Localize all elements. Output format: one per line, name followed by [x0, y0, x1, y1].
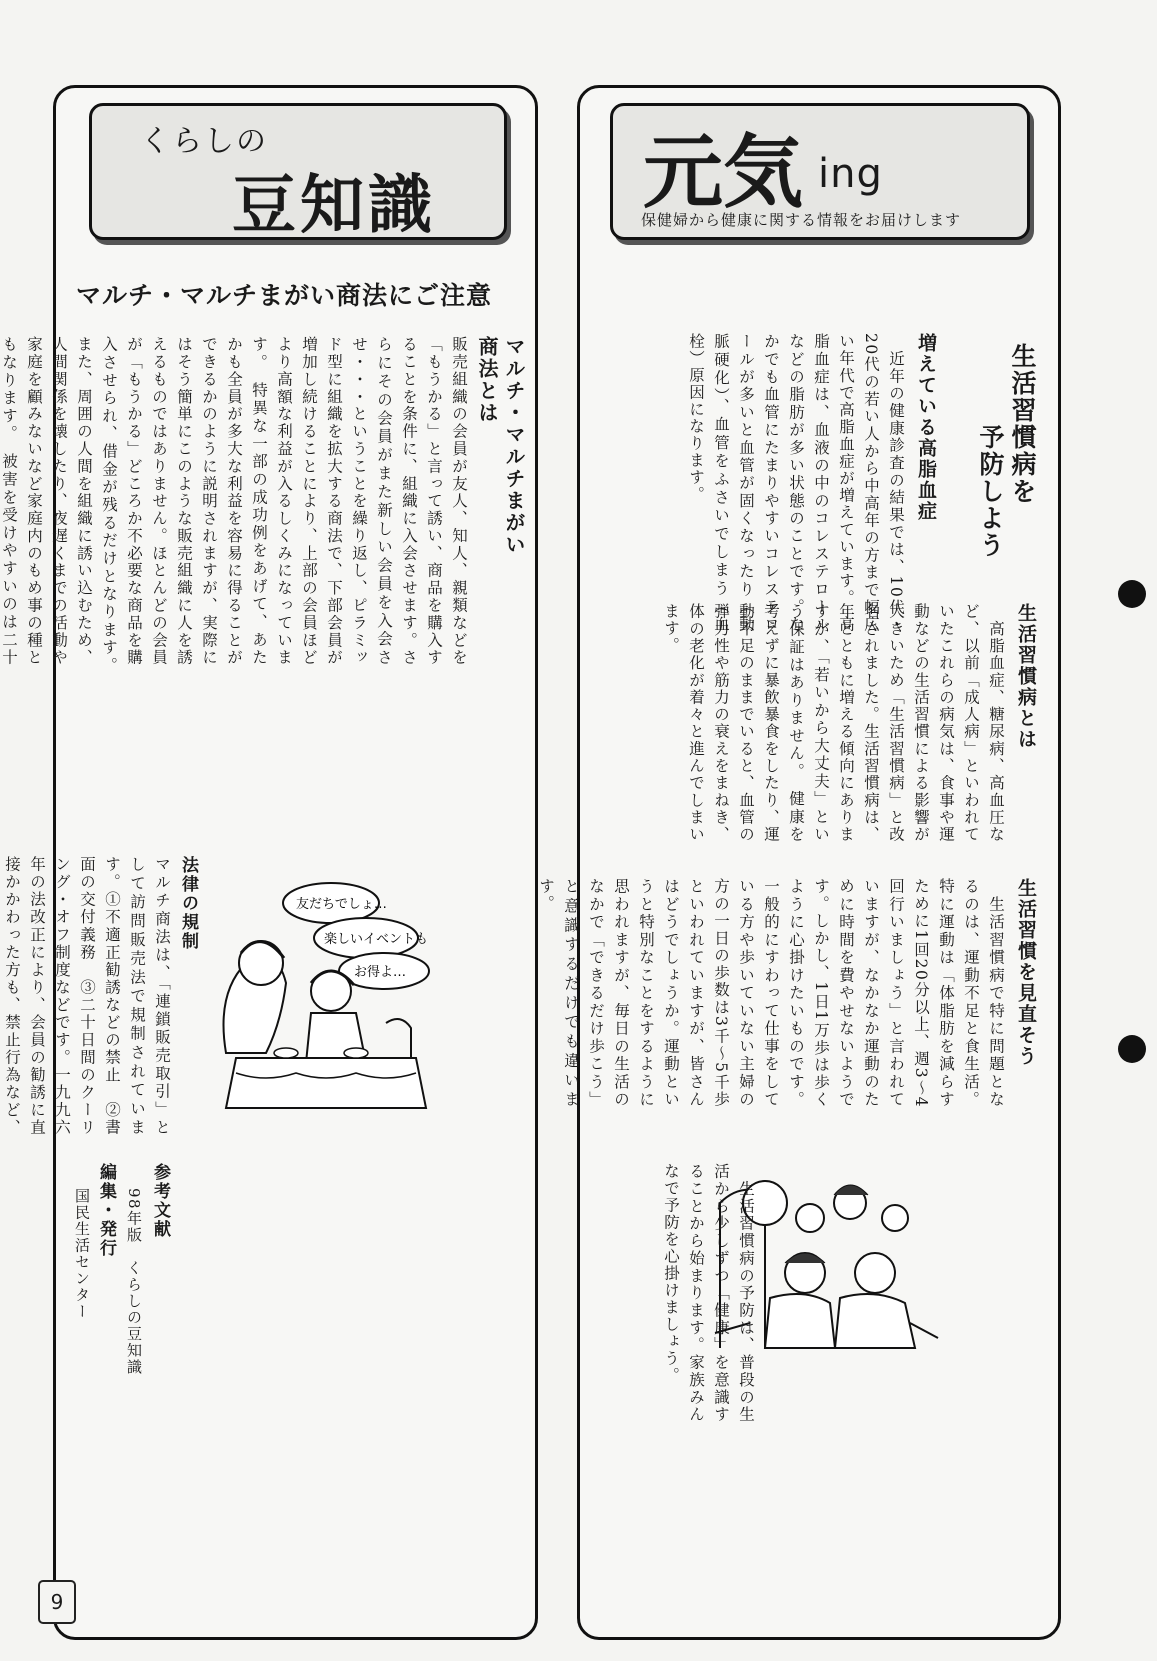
binder-hole-top — [1118, 580, 1146, 608]
law-body-text: マルチ商法は、「連鎖販売取引」として訪問販売法で規制されています。①不適正勧誘などの禁止 ②書面の交付義務 ③二十日間のクーリング・オフ制度などです。一九九六年の法改正により、会員の勧誘に直接かかわった方も、禁止行為など、 — [3, 856, 171, 1136]
banner-title: 豆知識 — [232, 169, 436, 243]
banner-title-ing: ing — [818, 151, 883, 197]
lifestyle-disease-text: 高脂血症、糖尿病、高血圧など、以前「成人病」といわれていたこれらの病気は、食事や運動などの生活習慣による影響が大きいため「生活習慣病」と改名されました。生活習慣病は、年とともに増える傾向にありますが、「若いから大丈夫」という保証はありません。 健康を考えずに暴飲暴食をしたり、運動不足のままでいると、血管の弾力性や筋力の衰えをまねき、体の老化が着々と進んでしまいます。 — [662, 603, 1005, 843]
section-heading-law: 法律の規制 — [178, 856, 198, 951]
speech-bubble-2: 楽しいイベントも — [324, 932, 429, 947]
banner-tagline: 保健婦から健康に関する情報をお届けします — [641, 211, 962, 229]
gossip-women-illustration — [206, 873, 436, 1123]
reference-heading: 参考文献 — [150, 1163, 170, 1239]
banner-title-genki: 元気 — [643, 126, 803, 219]
section-heading-what-is-multi: マルチ・マルチまがい 商法とは — [475, 336, 526, 556]
left-headline: マルチ・マルチまがい商法にご注意 — [76, 281, 493, 310]
multi-body-upper — [0, 336, 471, 666]
kurashi-mamechishiki-banner — [89, 103, 507, 243]
law-body-part1 — [3, 856, 174, 1136]
publisher-name: 国民生活センター — [73, 1188, 91, 1320]
genki-ing-banner — [610, 103, 1030, 240]
left-article-panel — [0, 85, 538, 1640]
hyperlipidemia-text: 近年の健康診査の結果では、10代・20代の若い人から中高年の方まで幅広い年代で高脂血症が増えています。 高脂血症は、血液の中のコレステロールなどの脂肪が多い状態のことです。なかでも血管にたまりやすいコレステロールが多いと血管が固くなったり（動脈硬化）、血管をふさいでしまう（血栓）原因になります。 — [687, 333, 905, 633]
section-heading-lifestyle-disease: 生活習慣病とは — [1015, 603, 1037, 750]
speech-bubble-1: 友だちでしょ… — [296, 897, 387, 912]
right-article-panel — [537, 85, 1061, 1640]
hyperlipidemia-body — [608, 333, 908, 633]
speech-bubble-3: お得よ… — [354, 965, 407, 980]
page-number: 9 — [38, 1580, 76, 1624]
closing-body — [628, 1163, 758, 1423]
binder-hole-bottom — [1118, 1035, 1146, 1063]
closing-text: 生活習慣病の予防は、普段の生活から少しずつ「健康」を意識することから始まります。家族みんなで予防を心掛けましょう。 — [662, 1163, 755, 1423]
reference-book: 98年版 くらしの豆知識 — [125, 1188, 143, 1376]
lifestyle-disease-body — [618, 603, 1008, 843]
publisher-heading: 編集・発行 — [96, 1163, 116, 1258]
review-habits-body — [537, 878, 1008, 1108]
section-heading-review-habits: 生活習慣を見直そう — [1015, 878, 1037, 1067]
section-heading-hyperlipidemia: 増えている高脂血症 — [915, 333, 937, 522]
review-habits-text: 生活習慣病で特に問題となるのは、運動不足と食生活。特に運動は「体脂肪を減らすために1回20分以上、週3〜4回行いましょう」と言われていますが、なかなか運動のために時間を費やせないようです。しかし、1日1万歩は歩くように心掛けたいものです。一般的にすわって仕事をしている方や歩いていない主婦の方の一日の歩数は3千〜5千歩といわれていますが、皆さんはどうでしょうか。運動というと特別なことをするように思われますが、毎日の生活のなかで「できるだけ歩こう」と意識するだけでも違います。 — [537, 878, 1005, 1108]
multi-body-text: 販売組織の会員が友人、知人、親類などを「もうかる」と言って誘い、商品を購入することを条件に、組織に入会させます。さらにその会員がまた新しい会員を入会させ・・・ということを繰り返し、ピラミッド型に組織を拡大する商法で、下部会員が増加し続けることにより、上部の会員ほどより高額な利益が入るしくみになっています。 特異な一部の成功例をあげて、あたかも全員が多大な利益を容易に得ることができるかのように説明されますが、実際にはそう簡単にこのような販売組織に人を誘えるものではありません。ほとんどの会員が「もうかる」どころか不必要な商品を購入させられ、借金が残るだけとなります。 また、周囲の人間を組織に誘い込むため、人間関係を壊したり、夜遅くまでの活動や家庭を顧みないなど家庭内のもめ事の種ともなります。 被害を受けやすいのは二十 — [0, 336, 468, 666]
main-heading-prevent: 生活習慣病を 予防しよう — [976, 343, 1037, 559]
banner-subtitle: くらしの — [140, 124, 268, 159]
